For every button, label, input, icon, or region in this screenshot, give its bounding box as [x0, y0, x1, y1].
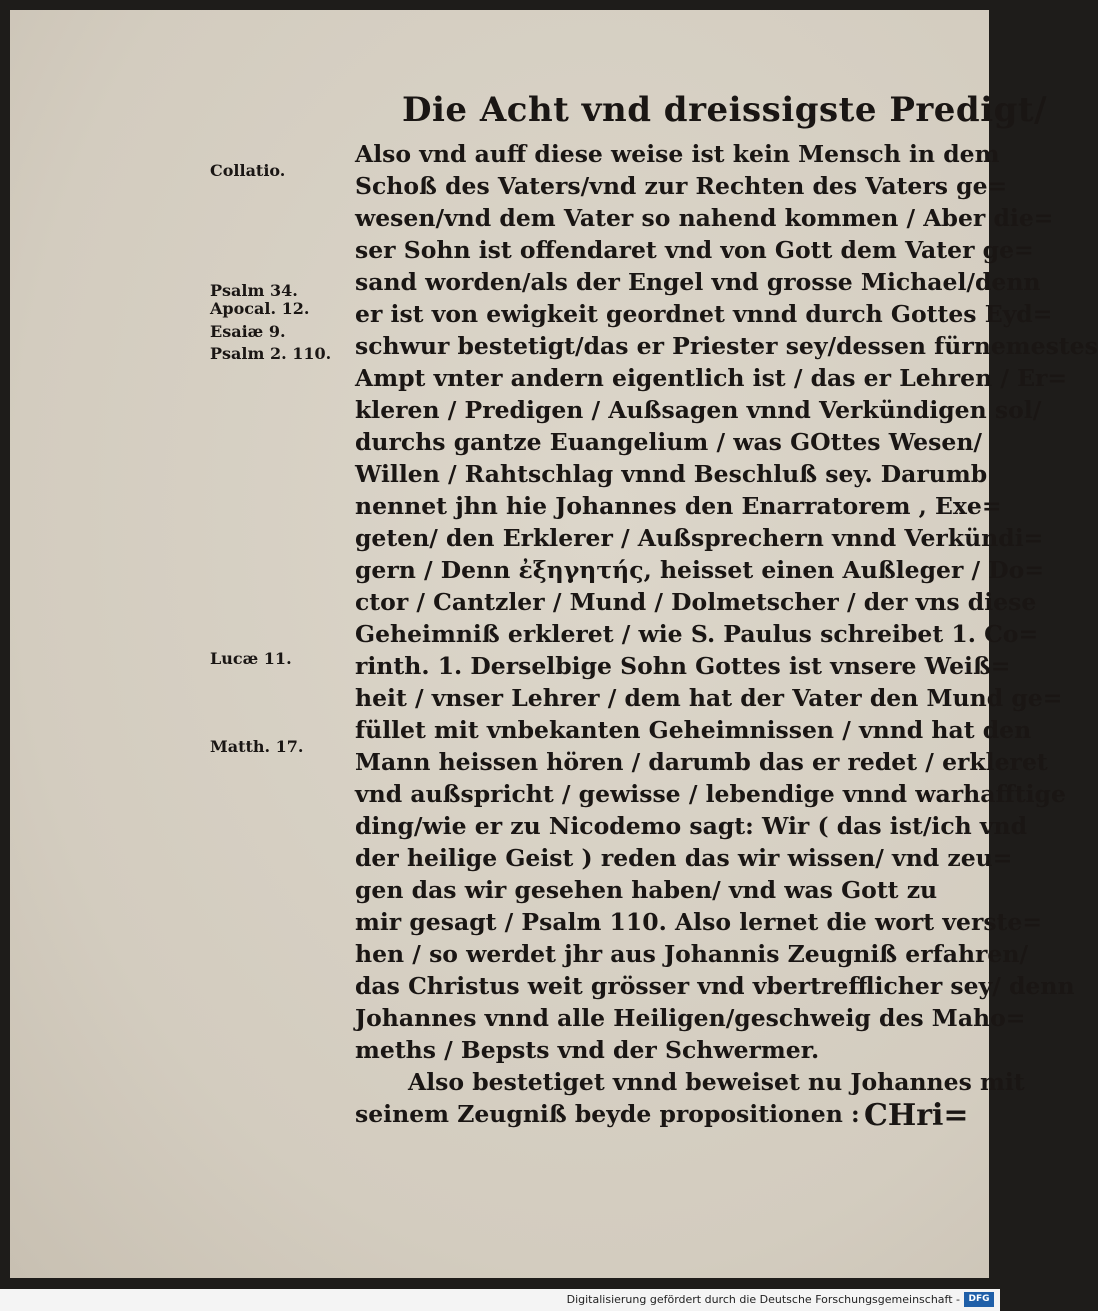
dfg-logo-icon: DFG [964, 1292, 994, 1307]
text-line: ctor / Cantzler / Mund / Dolmetscher / der vns diese [355, 588, 1037, 616]
text-line: Mann heissen hören / darumb das er redet / erkleret [355, 748, 1048, 776]
text-line: durchs gantze Euangelium / was GOttes Wesen/ [355, 428, 982, 456]
text-line: kleren / Predigen / Außsagen vnnd Verkündigen sol/ [355, 396, 1042, 424]
text-line: gen das wir gesehen haben/ vnd was Gott zu [355, 876, 938, 904]
text-line: hen / so werdet jhr aus Johannis Zeugniß erfahren/ [355, 940, 1029, 968]
text-line: Geheimniß erkleret / wie S. Paulus schreibet 1. Co= [355, 620, 1039, 648]
text-line: das Christus weit grösser vnd vbertrefflicher sey/ denn [355, 972, 1075, 1000]
margin-note: Esaiæ 9. [210, 322, 286, 341]
margin-note: Matth. 17. [210, 737, 304, 756]
text-line: meths / Bepsts vnd der Schwermer. [355, 1036, 820, 1064]
margin-note: Lucæ 11. [210, 649, 292, 668]
text-line: füllet mit vnbekanten Geheimnissen / vnnd hat den [355, 716, 1032, 744]
text-line: rinth. 1. Derselbige Sohn Gottes ist vnsere Weiß= [355, 652, 1011, 680]
text-line: vnd außspricht / gewisse / lebendige vnnd warhafftige [355, 780, 1066, 808]
text-line: der heilige Geist ) reden das wir wissen/ vnd zeu= [355, 844, 1013, 872]
text-line: wesen/vnd dem Vater so nahend kommen / Aber die= [355, 204, 1054, 232]
footer-bar [0, 1289, 1000, 1311]
text-line: Also vnd auff diese weise ist kein Mensch in dem [355, 140, 1000, 168]
text-line: schwur bestetigt/das er Priester sey/dessen fürnemestes [355, 332, 1098, 360]
text-line: Willen / Rahtschlag vnnd Beschluß sey. Darumb [355, 460, 988, 488]
page-title: Die Acht vnd dreissigste Predigt/ [402, 90, 1048, 130]
text-line: seinem Zeugniß beyde propositionen : [355, 1100, 860, 1128]
text-line: geten/ den Erklerer / Außsprechern vnnd Verkündi= [355, 524, 1044, 552]
book-page [10, 10, 1098, 1278]
text-line: nennet jhn hie Johannes den Enarratorem , Exe= [355, 492, 1002, 520]
text-line: Also bestetiget vnnd beweiset nu Johannes mit [408, 1068, 1025, 1096]
text-line: ding/wie er zu Nicodemo sagt: Wir ( das ist/ich vnd [355, 812, 1028, 840]
margin-note: Collatio. [210, 161, 286, 180]
catchword: CHri= [864, 1098, 969, 1133]
text-line: gern / Denn ἐξηγητής, heisset einen Außleger / Do= [355, 556, 1045, 584]
funding-notice: Digitalisierung gefördert durch die Deutsche Forschungsgemeinschaft - [566, 1293, 960, 1306]
text-line: Schoß des Vaters/vnd zur Rechten des Vaters ge= [355, 172, 1008, 200]
text-line: heit / vnser Lehrer / dem hat der Vater den Mund ge= [355, 684, 1063, 712]
text-line: Ampt vnter andern eigentlich ist / das er Lehren / Er= [355, 364, 1068, 392]
text-line: er ist von ewigkeit geordnet vnnd durch Gottes Eyd= [355, 300, 1053, 328]
text-line: ser Sohn ist offendaret vnd von Gott dem Vater ge= [355, 236, 1034, 264]
margin-note: Apocal. 12. [210, 299, 310, 318]
text-line: mir gesagt / Psalm 110. Also lernet die wort verste= [355, 908, 1043, 936]
text-line: Johannes vnnd alle Heiligen/geschweig des Maho= [355, 1004, 1026, 1032]
text-line: sand worden/als der Engel vnd grosse Michael/denn [355, 268, 1041, 296]
margin-note: Psalm 34. [210, 281, 298, 300]
margin-note: Psalm 2. 110. [210, 344, 332, 363]
